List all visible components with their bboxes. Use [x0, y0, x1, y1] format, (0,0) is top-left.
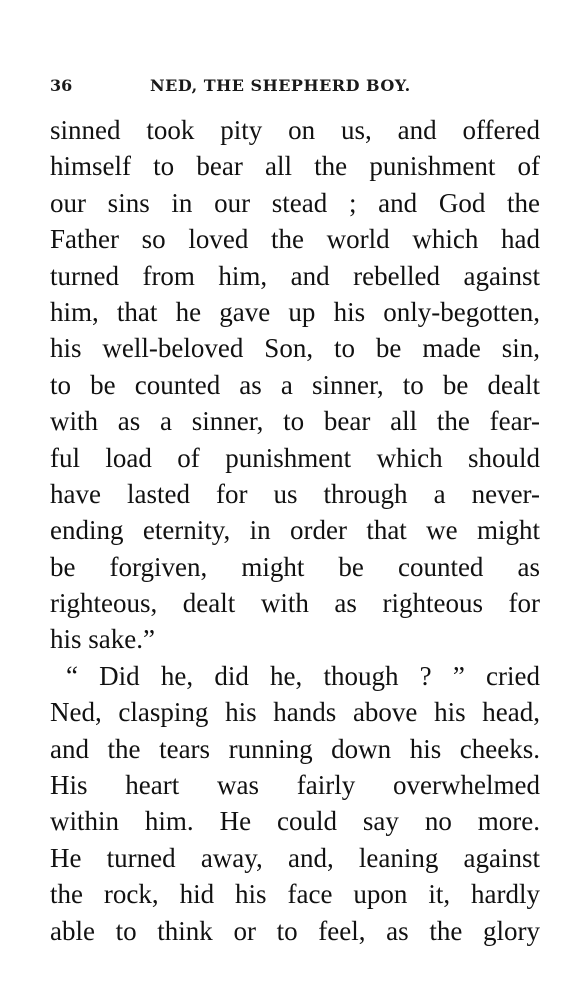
text-line: our sins in our stead ; and God the [50, 187, 540, 218]
text-line: ending eternity, in order that we might [50, 515, 540, 546]
text-line: and the tears running down his cheeks. [50, 733, 540, 764]
text-line: sinned took pity on us, and offered [50, 115, 540, 145]
text-line: himself to bear all the punishment of [50, 151, 540, 182]
text-line: his sake.” [50, 624, 155, 655]
text-line: have lasted for us through a never- [50, 478, 540, 509]
text-line: His heart was fairly overwhelmed [50, 770, 540, 801]
body-text [50, 112, 540, 949]
text-line: righteous, dealt with as righteous for [50, 588, 540, 619]
page-number: 36 [50, 76, 73, 95]
text-line: be forgiven, might be counted as [50, 551, 540, 582]
text-line: him, that he gave up his only-begotten, [50, 296, 540, 327]
text-line: turned from him, and rebelled against [50, 260, 540, 291]
running-head [50, 76, 540, 100]
text-line: ful load of punishment which should [50, 442, 540, 473]
text-line: his well-beloved Son, to be made sin, [50, 333, 540, 364]
text-line: able to think or to feel, as the glory [50, 915, 540, 946]
text-line: the rock, hid his face upon it, hardly [50, 879, 540, 910]
text-line: “ Did he, did he, though ? ” cried [66, 660, 540, 691]
running-title: NED, THE SHEPHERD BOY. [150, 76, 411, 95]
text-line: Ned, clasping his hands above his head, [50, 697, 540, 728]
text-line: He turned away, and, leaning against [50, 842, 540, 873]
text-line: to be counted as a sinner, to be dealt [50, 369, 540, 400]
text-line: within him. He could say no more. [50, 806, 540, 837]
text-line: Father so loved the world which had [50, 224, 540, 255]
text-line: with as a sinner, to bear all the fear- [50, 406, 540, 437]
